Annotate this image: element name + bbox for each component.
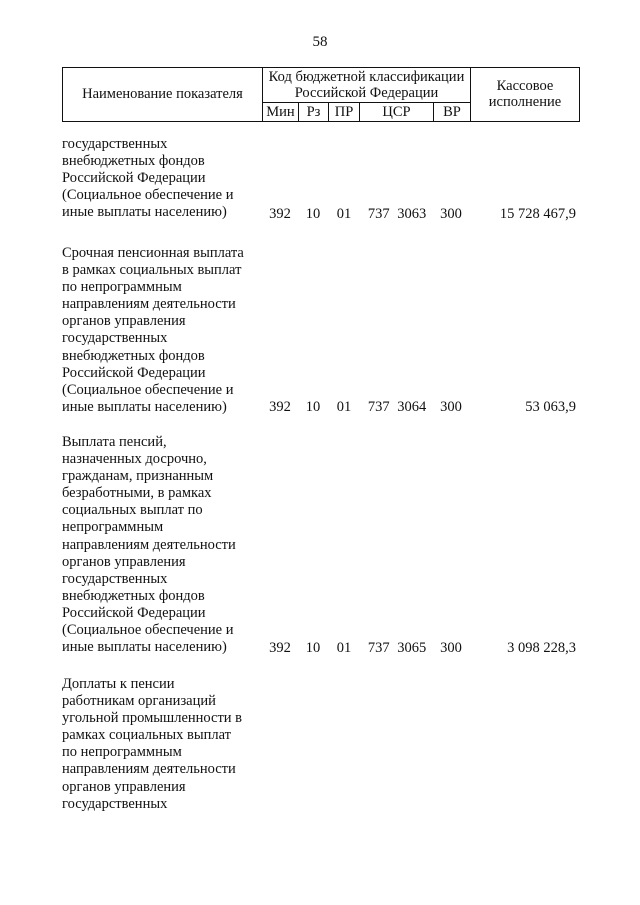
page-number: 58	[312, 34, 328, 50]
row-vr: 300	[440, 640, 462, 656]
header-min: Мин	[266, 104, 295, 120]
header-subdivider	[262, 102, 471, 103]
header-border-top	[62, 67, 580, 68]
header-rz: Рз	[306, 104, 321, 120]
row-vr: 300	[440, 399, 462, 415]
table-row	[0, 434, 640, 662]
row-amount: 15 728 467,9	[499, 206, 576, 222]
row-csr: 737 3063	[367, 206, 427, 222]
row-vr: 300	[440, 206, 462, 222]
row-pr: 01	[336, 640, 352, 656]
header-border-bottom	[62, 121, 580, 122]
row-rz: 10	[305, 640, 321, 656]
header-pr: ПР	[334, 104, 354, 120]
row-rz: 10	[305, 399, 321, 415]
table-row	[0, 136, 640, 228]
row-name: Выплата пенсий, назначенных досрочно, гражданам, признанным безработными, в рамках социальных выплат по непрограммным направлениям деятельности органов управления государственных внебюджетных фондов Российской Федерации (Социальное обеспечение и иные выплаты населению)	[62, 434, 236, 656]
header-amount-line2: исполнение	[488, 94, 562, 110]
table-row	[0, 676, 640, 816]
row-rz: 10	[305, 206, 321, 222]
row-min: 392	[269, 640, 291, 656]
header-csr: ЦСР	[382, 104, 411, 120]
row-csr: 737 3065	[367, 640, 427, 656]
row-name: Срочная пенсионная выплата в рамках социальных выплат по непрограммным направлениям деятельности органов управления государственных внебюджетных фондов Российской Федерации (Социальное обеспечение и иные выплаты населению)	[62, 245, 244, 415]
row-pr: 01	[336, 399, 352, 415]
row-name: государственных внебюджетных фондов Российской Федерации (Социальное обеспечение и иные выплаты населению)	[62, 136, 234, 221]
header-amount-line1: Кассовое	[496, 78, 554, 94]
row-min: 392	[269, 399, 291, 415]
row-amount: 53 063,9	[525, 399, 576, 415]
row-pr: 01	[336, 206, 352, 222]
row-name: Доплаты к пенсии работникам организаций угольной промышленности в рамках социальных выплат по непрограммным направлениям деятельности органов управления государственных	[62, 676, 243, 812]
table-row	[0, 245, 640, 420]
header-border-right	[579, 67, 580, 122]
row-csr: 737 3064	[367, 399, 427, 415]
header-code-group-line1: Код бюджетной классификации	[268, 69, 465, 85]
row-amount: 3 098 228,3	[507, 640, 576, 656]
header-vr: ВР	[443, 104, 461, 120]
header-name-column: Наименование показателя	[82, 86, 243, 102]
row-min: 392	[269, 206, 291, 222]
header-code-group-line2: Российской Федерации	[294, 85, 439, 101]
